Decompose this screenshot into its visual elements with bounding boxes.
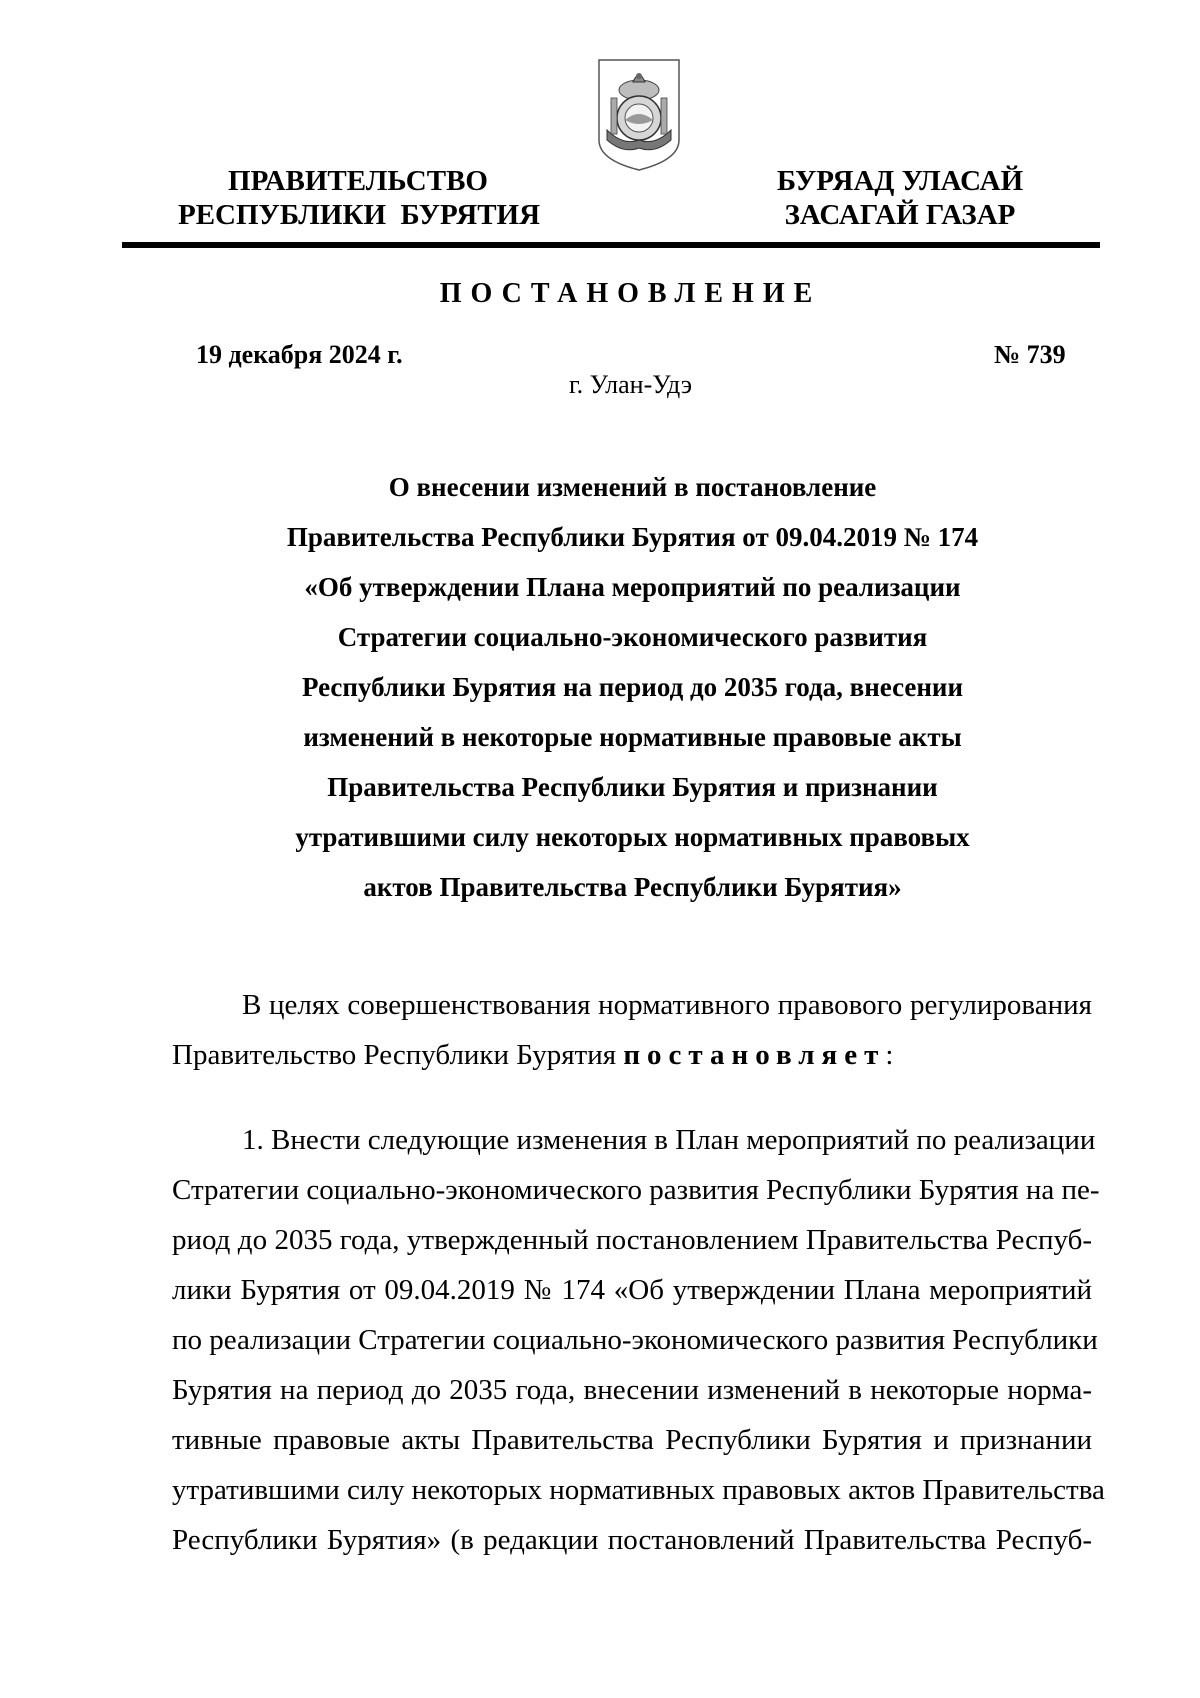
- point-1-line: Стратегии социально-экономического развития Республики Бурятия на пе-: [172, 1174, 1100, 1206]
- document-city: г. Улан-Удэ: [568, 370, 693, 399]
- title-line: изменений в некоторые нормативные правовые акты: [303, 722, 962, 752]
- government-name-ru-line2: РЕСПУБЛИКИ БУРЯТИЯ: [178, 199, 541, 231]
- point-1-line: 1. Внести следующие изменения в План мероприятий по реализации: [242, 1124, 1096, 1156]
- document-number: № 739: [994, 340, 1066, 369]
- government-name-bua-line1: БУРЯАД УЛАСАЙ: [776, 165, 1024, 197]
- point-1-line: лики Бурятия от 09.04.2019 № 174 «Об утверждении Плана мероприятий: [172, 1274, 1092, 1306]
- government-name-bua-line2: ЗАСАГАЙ ГАЗАР: [784, 199, 1016, 231]
- document-title: [170, 462, 1095, 912]
- title-line: О внесении изменений в постановление: [388, 472, 877, 502]
- point-1-line: Бурятия на период до 2035 года, внесении изменений в некоторые норма-: [172, 1374, 1092, 1406]
- title-line: Республики Бурятия на период до 2035 года, внесении: [301, 672, 964, 702]
- document-date: 19 декабря 2024 г.: [196, 340, 403, 369]
- coat-of-arms-icon: [593, 56, 685, 174]
- point-1-paragraph: [172, 1115, 1105, 1565]
- intro-line2-prefix: Правительство Республики Бурятия: [172, 1039, 624, 1071]
- point-1-line: утратившими силу некоторых нормативных правовых актов Правительства: [172, 1474, 1105, 1506]
- point-1-line: тивные правовые акты Правительства Республики Бурятия и признании: [172, 1424, 1092, 1456]
- title-line: Правительства Республики Бурятия от 09.04.2019 № 174: [286, 522, 979, 552]
- title-line: Стратегии социально-экономического развития: [337, 622, 928, 652]
- intro-line2-suffix: :: [885, 1039, 894, 1071]
- title-line: Правительства Республики Бурятия и признании: [327, 772, 938, 802]
- intro-line2: [172, 1030, 1092, 1080]
- point-1-line: риод до 2035 года, утвержденный постановлением Правительства Респуб-: [172, 1224, 1092, 1256]
- government-name-bua: [740, 164, 1060, 232]
- document-type: ПОСТАНОВЛЕНИЕ: [439, 278, 822, 309]
- intro-line1: В целях совершенствования нормативного правового регулирования: [242, 989, 1092, 1021]
- header-divider: [122, 242, 1100, 248]
- government-name-ru-line1: ПРАВИТЕЛЬСТВО: [228, 165, 488, 197]
- title-line: утратившими силу некоторых нормативных правовых: [295, 822, 970, 852]
- title-line: актов Правительства Республики Бурятия»: [363, 872, 902, 902]
- title-line: «Об утверждении Плана мероприятий по реализации: [304, 572, 961, 602]
- intro-paragraph: [172, 980, 1092, 1080]
- point-1-line: Республики Бурятия» (в редакции постановлений Правительства Респуб-: [172, 1524, 1092, 1556]
- government-name-ru: [178, 164, 541, 232]
- point-1-line: по реализации Стратегии социально-экономического развития Республики: [172, 1324, 1098, 1356]
- intro-decree-word: постановляет: [623, 1039, 886, 1071]
